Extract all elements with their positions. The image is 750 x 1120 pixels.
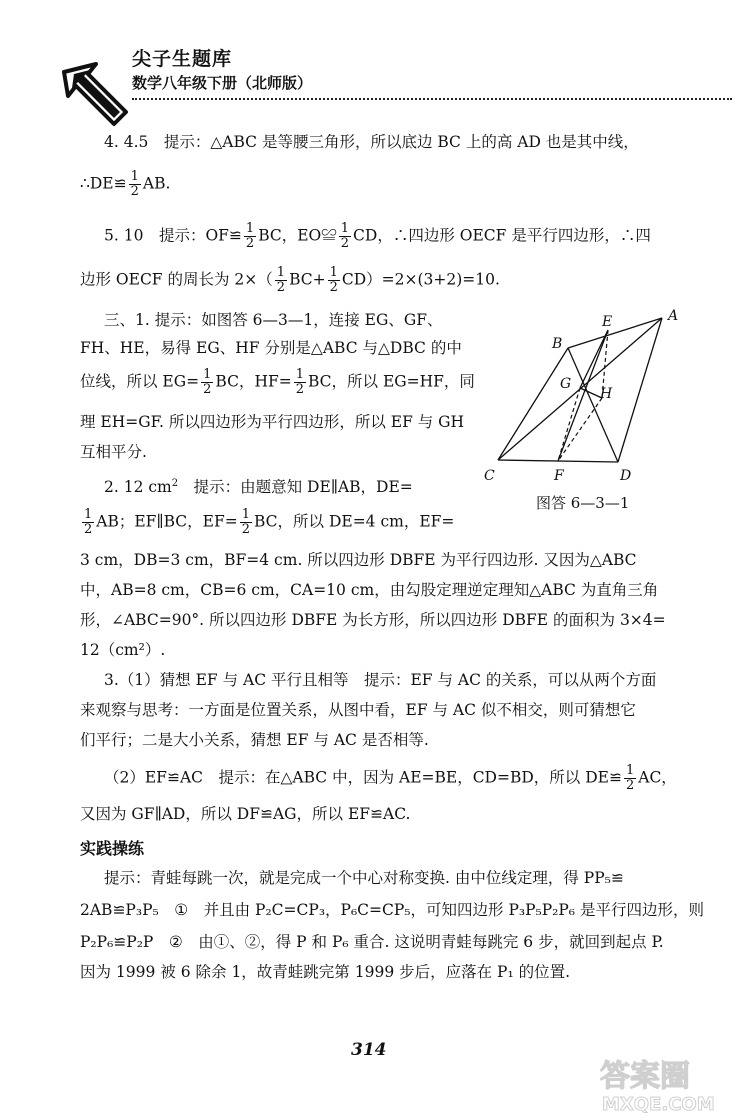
s3-q3-line-1: 3.（1）猜想 EF 与 AC 平行且相等 提示：EF 与 AC 的关系，可以从两个方面 (104, 671, 657, 689)
q5-line-2 (80, 266, 500, 295)
text: （2）EF (104, 768, 167, 787)
text: 2. 12 cm (104, 478, 172, 496)
fraction-half (129, 170, 141, 199)
text: BC，HF= (215, 372, 292, 391)
frac-den: 2 (84, 522, 93, 537)
text: 边形 OECF 的周长为 2×（ (80, 270, 273, 289)
text: 提示：由题意知 DE∥AB，DE= (178, 478, 413, 496)
text: BC，所以 DE=4 cm，EF= (253, 512, 455, 531)
frac-den: 2 (241, 522, 250, 537)
segment-CB (498, 348, 568, 460)
frac-den: 2 (276, 280, 286, 295)
fraction-half (240, 508, 252, 537)
fraction-half (339, 222, 351, 251)
label-A: A (668, 308, 679, 324)
segment-BA (568, 318, 662, 348)
text: AC， (638, 768, 677, 787)
s3-q3-line-2: 来观察与思考：一方面是位置关系，从图中看，EF 与 AC 似不相交，则可猜想它 (80, 701, 636, 719)
text: 位线，所以 EG= (80, 372, 200, 391)
s3-q3-line-4 (104, 764, 677, 793)
page-number: 314 (351, 1040, 387, 1060)
frac-den: 2 (245, 236, 255, 251)
label-H: H (600, 386, 613, 402)
s3-q3-line-5: 又因为 GF∥AD，所以 DF≌AG，所以 EF≌AC. (80, 805, 411, 823)
frac-num: 1 (203, 367, 212, 382)
s3-q2-line-5: 形，∠ABC=90°. 所以四边形 DBFE 为长方形，所以四边形 DBFE 的面积为 3×4= (80, 611, 666, 629)
frac-num: 1 (241, 507, 250, 522)
text: CD）=2×(3+2)=10. (341, 270, 500, 289)
s3-q3-line-3: 们平行；二是大小关系，猜想 EF 与 AC 是否相等. (80, 731, 429, 749)
frac-num: 1 (245, 221, 255, 236)
frac-den: 2 (329, 280, 338, 295)
label-C: C (484, 468, 495, 484)
eq-parallel-symbol: ≌ (321, 226, 337, 245)
frac-num: 1 (84, 507, 93, 522)
fraction-half (82, 508, 94, 537)
practice-line-1: 提示：青蛙每跳一次，就是完成一个中心对称变换. 由中位线定理，得 PP₅≌ (104, 869, 624, 887)
text: BC，EO (258, 226, 322, 245)
arrow-logo-icon (60, 60, 132, 132)
frac-den: 2 (625, 778, 635, 793)
frac-num: 1 (276, 265, 286, 280)
text: BC，所以 EG=HF，同 (307, 372, 475, 391)
s3-q1-line-1: 三、1. 提示：如图答 6—3—1，连接 EG、GF、 (104, 311, 443, 329)
s3-q1-line-5: 互相平分. (80, 443, 147, 461)
eq-parallel-symbol: ≌ (166, 768, 180, 787)
practice-line-4: 因为 1999 被 6 除余 1，故青蛙跳完第 1999 步后，应落在 P₁ 的位置. (80, 963, 571, 981)
eq-parallel-symbol: ≌ (113, 174, 127, 193)
frac-num: 1 (625, 763, 635, 778)
brand-title: 尖子生题库 (132, 48, 233, 70)
frac-den: 2 (340, 236, 350, 251)
label-F: F (554, 468, 564, 484)
book-subtitle: 数学八年级下册（北师版） (132, 74, 313, 92)
s3-q2-line-6: 12（cm²）. (80, 641, 166, 659)
q5-line-1 (104, 222, 651, 251)
s3-q2-line-3: 3 cm，DB=3 cm，BF=4 cm. 所以四边形 DBFE 为平行四边形. 又因为△ABC (80, 551, 637, 569)
text: BC+ (289, 270, 326, 289)
text: CD，∴四边形 OECF 是平行四边形，∴四 (353, 226, 651, 245)
fraction-half (328, 266, 340, 295)
s3-q2-line-1 (104, 474, 413, 497)
text: ∴DE (80, 174, 114, 193)
s3-q1-line-3 (80, 368, 475, 397)
header-divider (132, 98, 732, 100)
segment-AD (618, 318, 662, 462)
s3-q1-line-2: FH、HE，易得 EG、HF 分别是△ABC 与△DBC 的中 (80, 339, 462, 357)
practice-line-3: P₂P₆≌P₂P ② 由①、②，得 P 和 P₆ 重合. 这说明青蛙每跳完 6 步，就回到起点 P. (80, 933, 664, 951)
s3-q2-line-2 (80, 508, 454, 537)
eq-parallel-symbol: ≌ (608, 768, 622, 787)
eq-parallel-symbol: ≌ (228, 226, 242, 245)
frac-num: 1 (329, 265, 338, 280)
fraction-half (201, 368, 213, 397)
fraction-half (294, 368, 306, 397)
text: AB. (142, 174, 171, 193)
text: 5. 10 提示：OF (104, 226, 229, 245)
frac-den: 2 (295, 382, 304, 397)
frac-num: 1 (340, 221, 350, 236)
frac-den: 2 (203, 382, 212, 397)
frac-num: 1 (295, 367, 304, 382)
label-G: G (560, 376, 572, 392)
text: AC 提示：在△ABC 中，因为 AE=BE，CD=BD，所以 DE (179, 768, 609, 787)
s3-q2-line-4: 中，AB=8 cm，CB=6 cm，CA=10 cm，由勾股定理逆定理知△ABC 为直角三角 (80, 581, 659, 599)
segment-HF-dashed (558, 398, 602, 461)
frac-den: 2 (130, 184, 139, 199)
s3-q1-line-4: 理 EH=GF. 所以四边形为平行四边形，所以 EF 与 GH (80, 413, 465, 431)
figure-caption: 图答 6—3—1 (536, 494, 630, 512)
watermark-logo (596, 1052, 738, 1114)
fraction-half (624, 764, 636, 793)
practice-line-2: 2AB≌P₃P₅ ① 并且由 P₂C=CP₃，P₆C=CP₅，可知四边形 P₃P₅P₂P₆ 是平行四边形，则 (80, 901, 704, 919)
label-B: B (552, 336, 563, 352)
q4-line-2 (80, 170, 170, 199)
page-header (60, 40, 680, 130)
fraction-half (244, 222, 256, 251)
frac-num: 1 (130, 169, 139, 184)
label-E: E (602, 314, 613, 330)
q4-line-1: 4. 4.5 提示：△ABC 是等腰三角形，所以底边 BC 上的高 AD 也是其中线， (104, 133, 639, 151)
label-D: D (620, 468, 632, 484)
watermark-bottom-text: MXQE.COM (602, 1094, 715, 1114)
superscript: 2 (171, 478, 179, 489)
fraction-half (275, 266, 287, 295)
text: AB；EF∥BC，EF= (96, 512, 238, 531)
practice-heading: 实践操练 (80, 839, 145, 858)
geometry-figure (478, 308, 688, 498)
watermark-top-text: 答案圈 (600, 1059, 690, 1094)
